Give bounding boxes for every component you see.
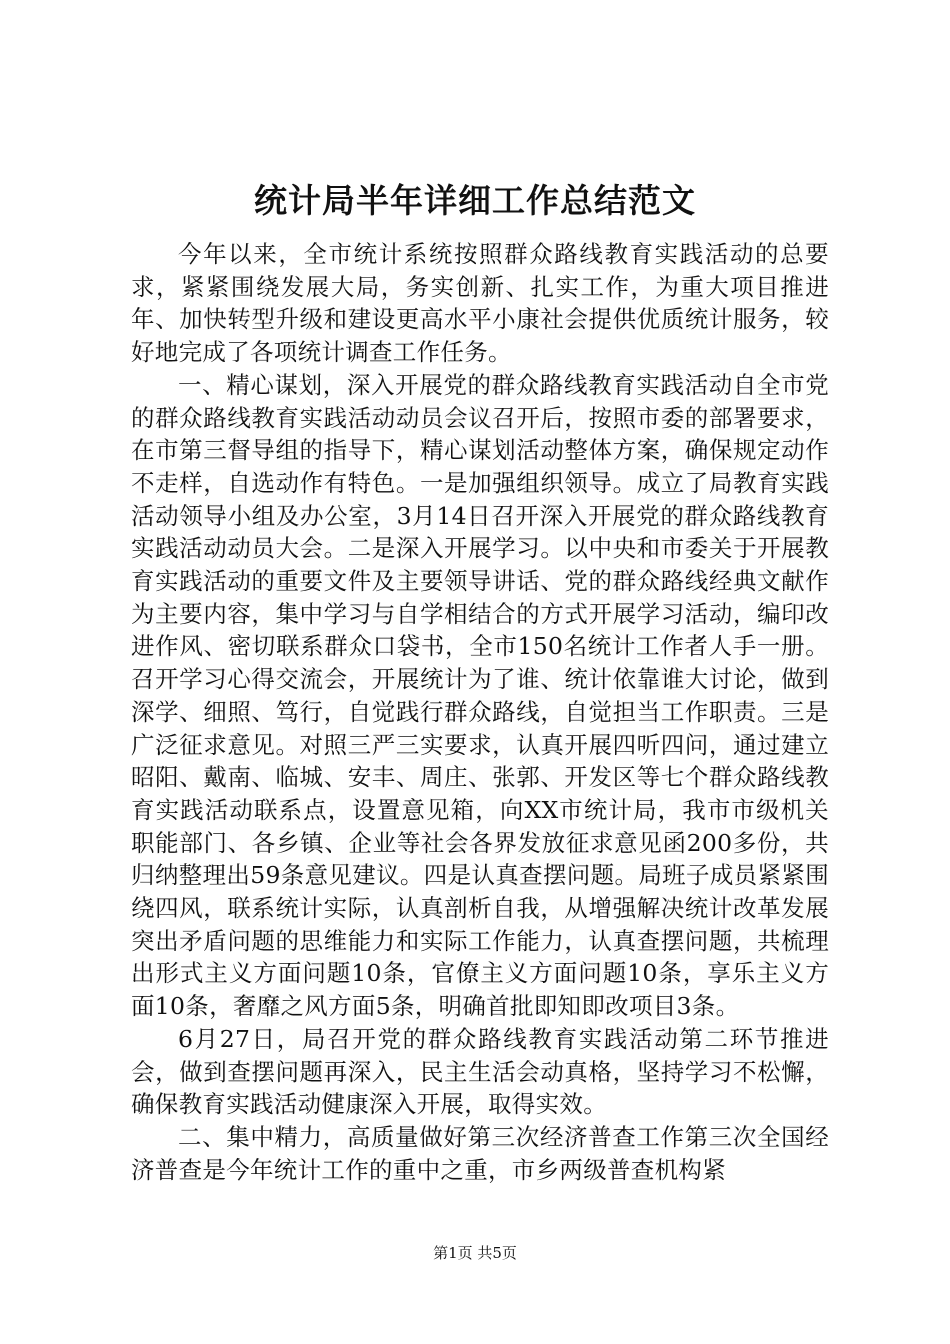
paragraph-intro: 今年以来，全市统计系统按照群众路线教育实践活动的总要求，紧紧围绕发展大局，务实创新、扎实工作，为重大项目推进年、加快转型升级和建设更高水平小康社会提供优质统计服务，较好地完成了各项统计调查工作任务。 bbox=[131, 240, 829, 367]
paragraph-june-meeting: 6月27日，局召开党的群众路线教育实践活动第二环节推进会，做到查摆问题再深入，民主生活会动真格，坚持学习不松懈，确保教育实践活动健康深入开展，取得实效。 bbox=[131, 1024, 829, 1119]
document-body bbox=[131, 238, 829, 1186]
page-number-footer: 第1页 共5页 bbox=[433, 1244, 517, 1262]
paragraph-section-one: 一、精心谋划，深入开展党的群众路线教育实践活动自全市党的群众路线教育实践活动动员会议召开后，按照市委的部署要求，在市第三督导组的指导下，精心谋划活动整体方案，确保规定动作不走样，自选动作有特色。一是加强组织领导。成立了局教育实践活动领导小组及办公室，3月14日召开深入开展党的群众路线教育实践活动动员大会。二是深入开展学习。以中央和市委关于开展教育实践活动的重要文件及主要领导讲话、党的群众路线经典文献作为主要内容，集中学习与自学相结合的方式开展学习活动，编印改进作风、密切联系群众口袋书，全市150名统计工作者人手一册。召开学习心得交流会，开展统计为了谁、统计依靠谁大讨论，做到深学、细照、笃行，自觉践行群众路线，自觉担当工作职责。三是广泛征求意见。对照三严三实要求，认真开展四听四问，通过建立昭阳、戴南、临城、安丰、周庄、张郭、开发区等七个群众路线教育实践活动联系点，设置意见箱，向XX市统计局，我市市级机关职能部门、各乡镇、企业等社会各界发放征求意见函200多份，共归纳整理出59条意见建议。四是认真查摆问题。局班子成员紧紧围绕四风，联系统计实际，认真剖析自我，从增强解决统计改革发展突出矛盾问题的思维能力和实际工作能力，认真查摆问题，共梳理出形式主义方面问题10条，官僚主义方面问题10条，享乐主义方面10条，奢靡之风方面5条，明确首批即知即改项目3条。 bbox=[131, 370, 829, 1021]
paragraph-section-two: 二、集中精力，高质量做好第三次经济普查工作第三次全国经济普查是今年统计工作的重中之重，市乡两级普查机构紧 bbox=[131, 1122, 829, 1184]
document-title: 统计局半年详细工作总结范文 bbox=[254, 181, 696, 220]
